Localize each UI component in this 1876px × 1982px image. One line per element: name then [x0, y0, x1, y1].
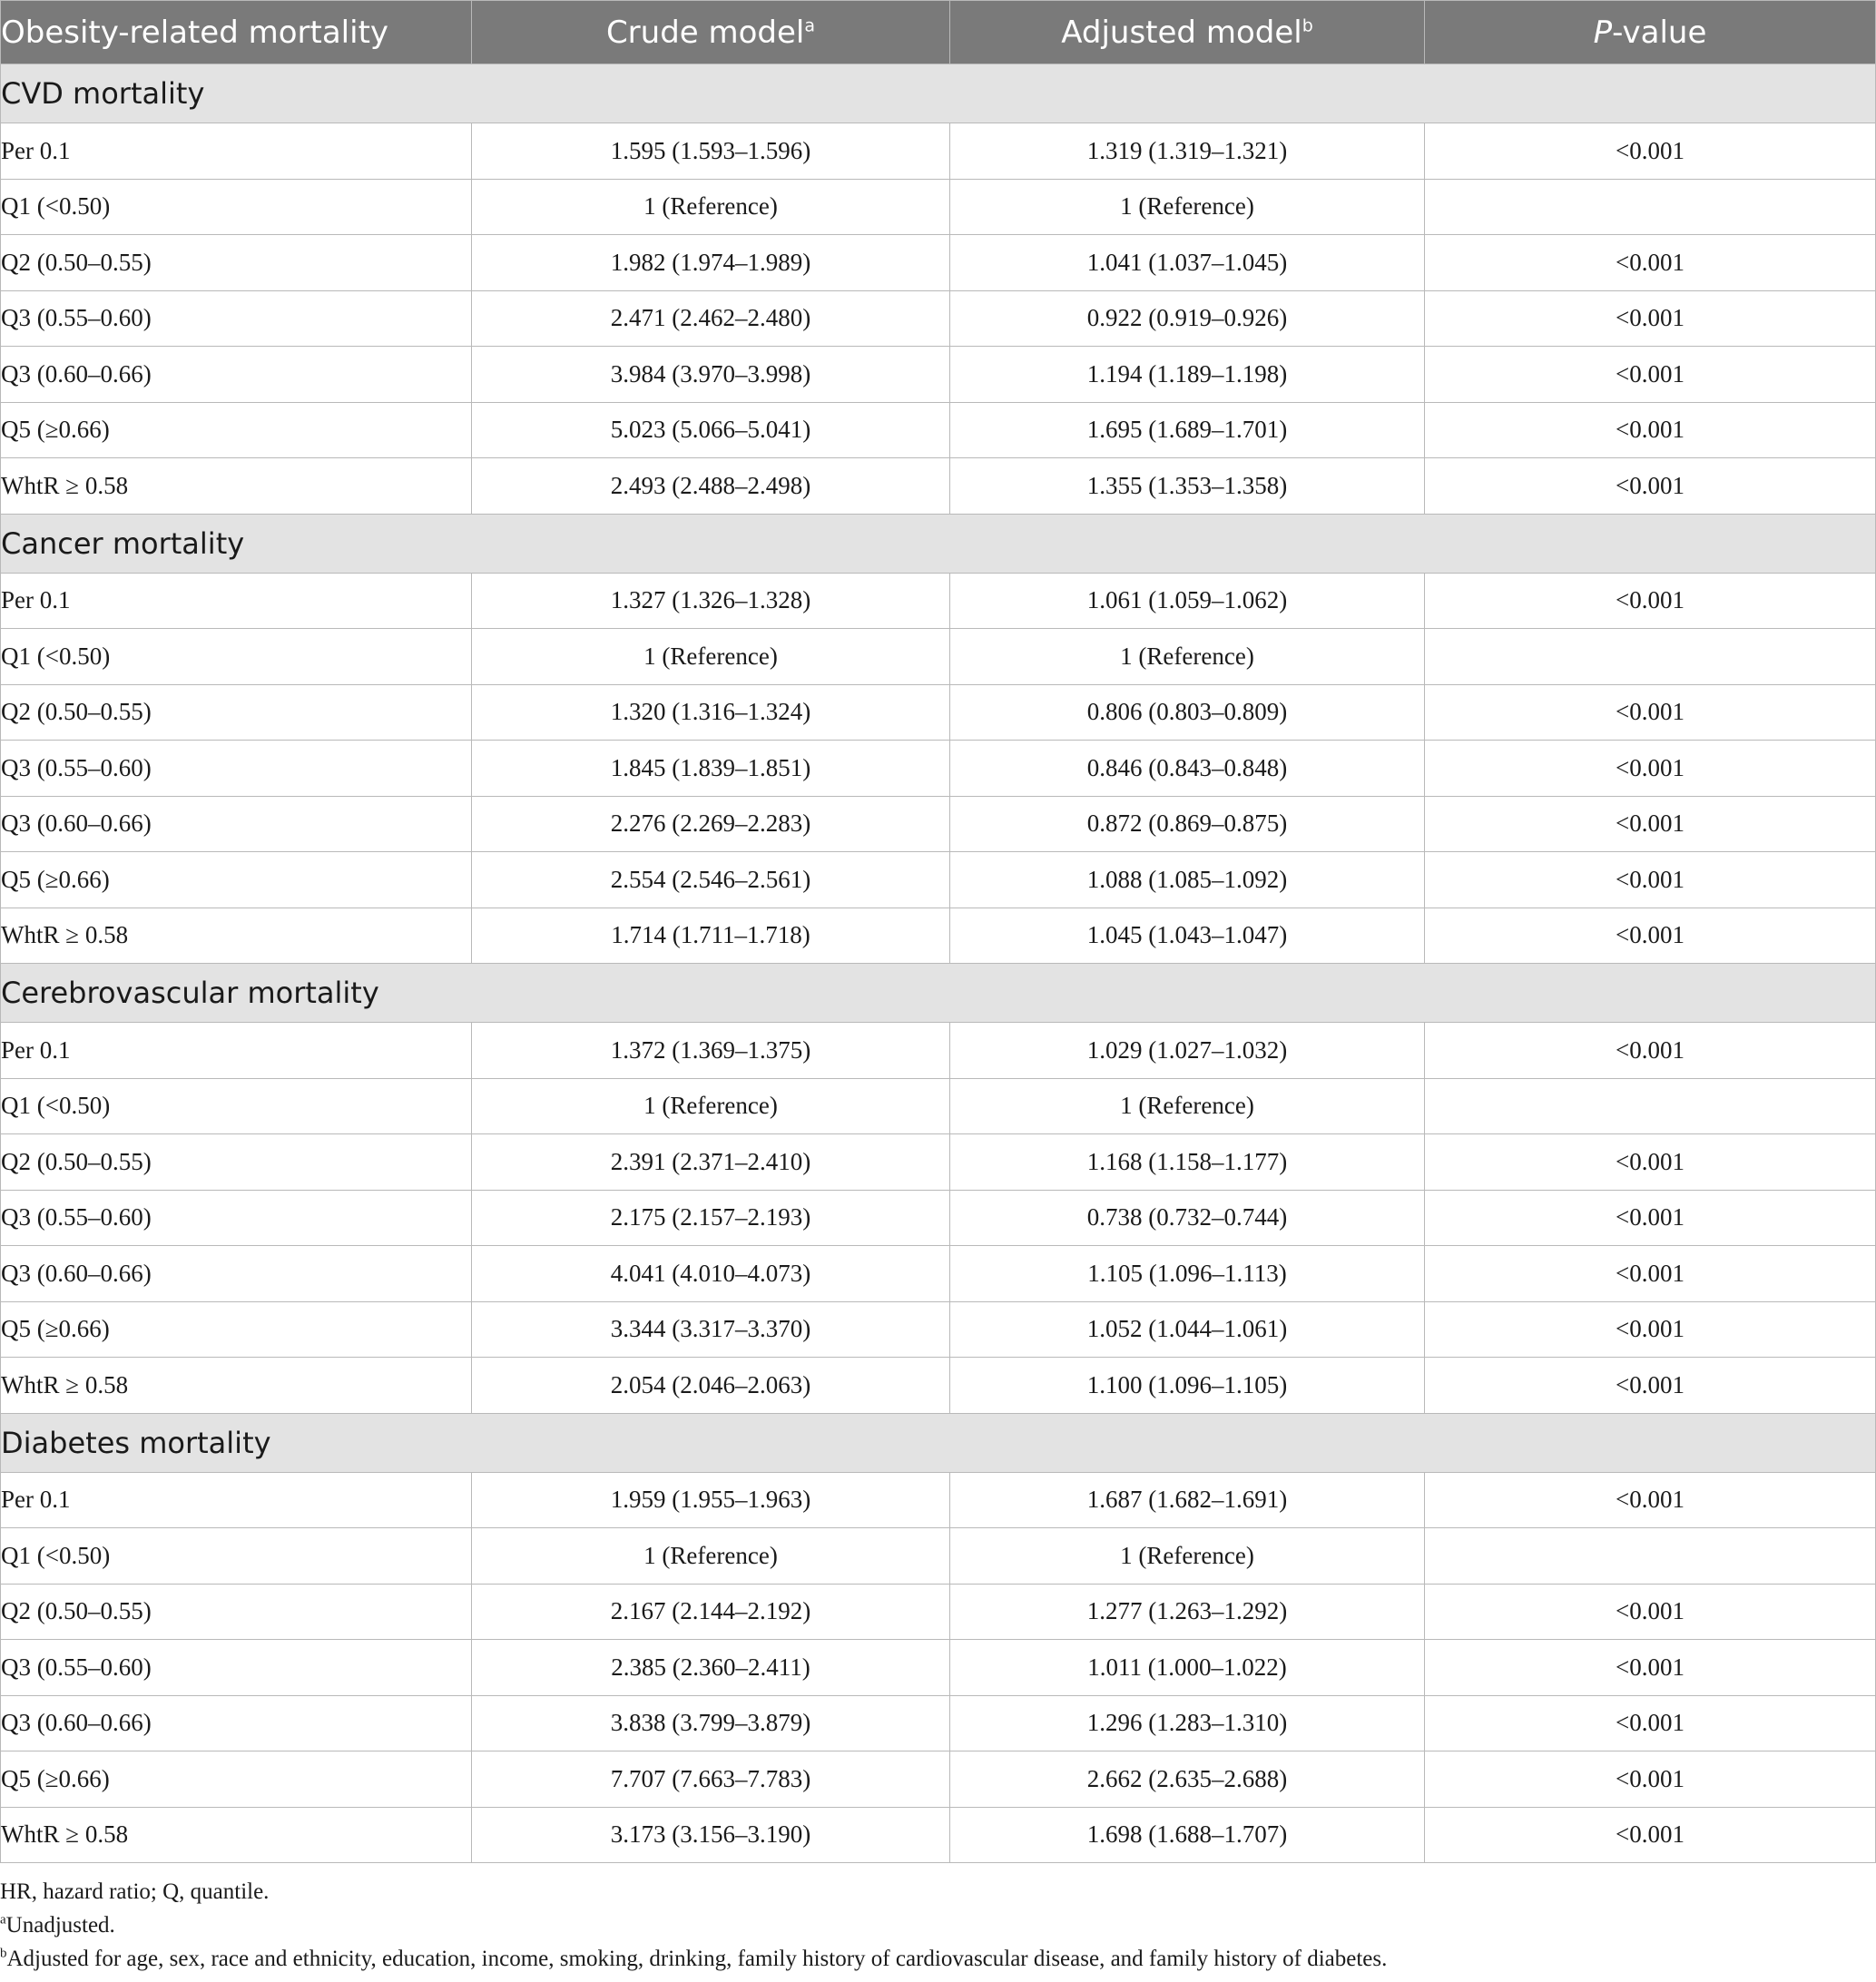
adjusted-model-cell: 2.662 (2.635–2.688) [950, 1751, 1425, 1808]
footnote-a-text: Unadjusted. [5, 1913, 115, 1938]
table-header-row [1, 1, 1876, 64]
p-value-cell: <0.001 [1425, 1023, 1876, 1079]
crude-model-cell: 3.838 (3.799–3.879) [472, 1695, 950, 1751]
crude-model-cell: 2.554 (2.546–2.561) [472, 852, 950, 908]
p-value-cell [1425, 629, 1876, 685]
adjusted-model-cell: 1.045 (1.043–1.047) [950, 908, 1425, 964]
p-value-cell: <0.001 [1425, 290, 1876, 347]
p-value-cell: <0.001 [1425, 123, 1876, 180]
adjusted-model-cell: 1.355 (1.353–1.358) [950, 458, 1425, 515]
table-row [1, 1023, 1876, 1079]
p-value-cell [1425, 179, 1876, 235]
table-row [1, 458, 1876, 515]
row-label-cell: WhtR ≥ 0.58 [1, 458, 472, 515]
adjusted-model-cell: 1.687 (1.682–1.691) [950, 1472, 1425, 1528]
section-title: Diabetes mortality [1, 1413, 1876, 1472]
row-label-cell: Q3 (0.60–0.66) [1, 796, 472, 852]
table-footnotes [0, 1875, 1870, 1976]
p-value-cell: <0.001 [1425, 684, 1876, 741]
row-label-cell: Q1 (<0.50) [1, 1528, 472, 1585]
row-label-cell: Q3 (0.55–0.60) [1, 1190, 472, 1246]
adjusted-model-cell: 0.872 (0.869–0.875) [950, 796, 1425, 852]
crude-model-cell: 2.471 (2.462–2.480) [472, 290, 950, 347]
row-label-cell: WhtR ≥ 0.58 [1, 1807, 472, 1863]
table-row [1, 1695, 1876, 1751]
footnote-abbreviations: HR, hazard ratio; Q, quantile. [0, 1879, 270, 1904]
p-value-cell: <0.001 [1425, 1584, 1876, 1640]
adjusted-model-cell: 1.088 (1.085–1.092) [950, 852, 1425, 908]
section-header-row [1, 64, 1876, 123]
section-header-row [1, 964, 1876, 1023]
row-label-cell: Q1 (<0.50) [1, 1078, 472, 1134]
row-label-cell: Q3 (0.55–0.60) [1, 1640, 472, 1696]
p-value-cell: <0.001 [1425, 235, 1876, 291]
table-row [1, 796, 1876, 852]
crude-model-cell: 1.327 (1.326–1.328) [472, 573, 950, 629]
table-row [1, 235, 1876, 291]
adjusted-model-cell: 1 (Reference) [950, 1528, 1425, 1585]
adjusted-model-cell: 0.806 (0.803–0.809) [950, 684, 1425, 741]
crude-model-cell: 1.714 (1.711–1.718) [472, 908, 950, 964]
header-p-value [1425, 1, 1876, 64]
footnote-marker-b: b [1301, 15, 1313, 36]
table-row [1, 347, 1876, 403]
adjusted-model-cell: 1.105 (1.096–1.113) [950, 1246, 1425, 1302]
table-row [1, 1358, 1876, 1414]
adjusted-model-cell: 1.194 (1.189–1.198) [950, 347, 1425, 403]
row-label-cell: Q5 (≥0.66) [1, 852, 472, 908]
adjusted-model-cell: 1 (Reference) [950, 179, 1425, 235]
p-value-cell: <0.001 [1425, 796, 1876, 852]
row-label-cell: Q2 (0.50–0.55) [1, 684, 472, 741]
footnote-b-text: Adjusted for age, sex, race and ethnicity, education, income, smoking, drinking, family history of cardiovascular disease, and family history of diabetes. [6, 1947, 1388, 1971]
table-row [1, 1528, 1876, 1585]
crude-model-cell: 3.173 (3.156–3.190) [472, 1807, 950, 1863]
table-row [1, 852, 1876, 908]
adjusted-model-cell: 1.695 (1.689–1.701) [950, 402, 1425, 458]
row-label-cell: WhtR ≥ 0.58 [1, 908, 472, 964]
table-row [1, 1640, 1876, 1696]
table-row [1, 1190, 1876, 1246]
table-row [1, 908, 1876, 964]
crude-model-cell: 1.845 (1.839–1.851) [472, 741, 950, 797]
crude-model-cell: 4.041 (4.010–4.073) [472, 1246, 950, 1302]
p-value-cell [1425, 1528, 1876, 1585]
footnote-a [0, 1908, 1870, 1942]
p-value-cell: <0.001 [1425, 908, 1876, 964]
crude-model-cell: 1.595 (1.593–1.596) [472, 123, 950, 180]
row-label-cell: Q2 (0.50–0.55) [1, 1134, 472, 1191]
p-value-cell: <0.001 [1425, 1751, 1876, 1808]
table-row [1, 1751, 1876, 1808]
section-header-row [1, 514, 1876, 573]
crude-model-cell: 1 (Reference) [472, 629, 950, 685]
adjusted-model-cell: 1.100 (1.096–1.105) [950, 1358, 1425, 1414]
adjusted-model-cell: 0.738 (0.732–0.744) [950, 1190, 1425, 1246]
adjusted-model-cell: 0.922 (0.919–0.926) [950, 290, 1425, 347]
table-row [1, 573, 1876, 629]
table-row [1, 1246, 1876, 1302]
crude-model-cell: 2.391 (2.371–2.410) [472, 1134, 950, 1191]
adjusted-model-cell: 1 (Reference) [950, 1078, 1425, 1134]
crude-model-cell: 1 (Reference) [472, 179, 950, 235]
p-value-cell: <0.001 [1425, 1695, 1876, 1751]
adjusted-model-cell: 1.277 (1.263–1.292) [950, 1584, 1425, 1640]
table-row [1, 123, 1876, 180]
adjusted-model-cell: 1.061 (1.059–1.062) [950, 573, 1425, 629]
crude-model-cell: 5.023 (5.066–5.041) [472, 402, 950, 458]
section-title: CVD mortality [1, 64, 1876, 123]
p-value-cell: <0.001 [1425, 1301, 1876, 1358]
p-value-cell: <0.001 [1425, 1246, 1876, 1302]
p-value-cell: <0.001 [1425, 1358, 1876, 1414]
row-label-cell: Q3 (0.60–0.66) [1, 1246, 472, 1302]
p-value-cell: <0.001 [1425, 852, 1876, 908]
header-p-rest: -value [1612, 14, 1707, 51]
row-label-cell: Q3 (0.60–0.66) [1, 347, 472, 403]
header-crude-model-label: Crude model [605, 14, 805, 51]
row-label-cell: Q5 (≥0.66) [1, 1751, 472, 1808]
crude-model-cell: 2.167 (2.144–2.192) [472, 1584, 950, 1640]
p-value-cell: <0.001 [1425, 573, 1876, 629]
crude-model-cell: 3.344 (3.317–3.370) [472, 1301, 950, 1358]
p-value-cell: <0.001 [1425, 1190, 1876, 1246]
adjusted-model-cell: 1.011 (1.000–1.022) [950, 1640, 1425, 1696]
p-value-cell: <0.001 [1425, 1640, 1876, 1696]
row-label-cell: Q5 (≥0.66) [1, 1301, 472, 1358]
adjusted-model-cell: 1 (Reference) [950, 629, 1425, 685]
adjusted-model-cell: 1.029 (1.027–1.032) [950, 1023, 1425, 1079]
row-label-cell: Q2 (0.50–0.55) [1, 235, 472, 291]
crude-model-cell: 2.385 (2.360–2.411) [472, 1640, 950, 1696]
p-value-cell: <0.001 [1425, 458, 1876, 515]
header-obesity-related-mortality: Obesity-related mortality [1, 1, 472, 64]
row-label-cell: Q3 (0.55–0.60) [1, 290, 472, 347]
crude-model-cell: 7.707 (7.663–7.783) [472, 1751, 950, 1808]
footnote-a-mark: a [0, 1912, 6, 1928]
footnote-b-mark: b [0, 1946, 7, 1961]
row-label-cell: Q3 (0.60–0.66) [1, 1695, 472, 1751]
crude-model-cell: 1.959 (1.955–1.963) [472, 1472, 950, 1528]
crude-model-cell: 1.982 (1.974–1.989) [472, 235, 950, 291]
section-title: Cerebrovascular mortality [1, 964, 1876, 1023]
row-label-cell: Q1 (<0.50) [1, 629, 472, 685]
table-row [1, 1472, 1876, 1528]
crude-model-cell: 2.054 (2.046–2.063) [472, 1358, 950, 1414]
adjusted-model-cell: 0.846 (0.843–0.848) [950, 741, 1425, 797]
table-body [1, 64, 1876, 1863]
p-value-cell: <0.001 [1425, 402, 1876, 458]
section-header-row [1, 1413, 1876, 1472]
p-value-cell: <0.001 [1425, 1472, 1876, 1528]
table-row [1, 1301, 1876, 1358]
table-row [1, 1134, 1876, 1191]
header-p-letter: P [1593, 14, 1613, 51]
row-label-cell: Per 0.1 [1, 123, 472, 180]
adjusted-model-cell: 1.319 (1.319–1.321) [950, 123, 1425, 180]
table-row [1, 684, 1876, 741]
crude-model-cell: 1.372 (1.369–1.375) [472, 1023, 950, 1079]
header-crude-model [472, 1, 950, 64]
table-row [1, 629, 1876, 685]
table-row [1, 1807, 1876, 1863]
row-label-cell: Q2 (0.50–0.55) [1, 1584, 472, 1640]
crude-model-cell: 3.984 (3.970–3.998) [472, 347, 950, 403]
table-row [1, 741, 1876, 797]
row-label-cell: Per 0.1 [1, 1023, 472, 1079]
row-label-cell: Q1 (<0.50) [1, 179, 472, 235]
row-label-cell: Per 0.1 [1, 573, 472, 629]
crude-model-cell: 2.276 (2.269–2.283) [472, 796, 950, 852]
table-row [1, 1584, 1876, 1640]
row-label-cell: WhtR ≥ 0.58 [1, 1358, 472, 1414]
table-row [1, 179, 1876, 235]
adjusted-model-cell: 1.041 (1.037–1.045) [950, 235, 1425, 291]
footnote-marker-a: a [804, 15, 816, 36]
adjusted-model-cell: 1.168 (1.158–1.177) [950, 1134, 1425, 1191]
p-value-cell: <0.001 [1425, 347, 1876, 403]
crude-model-cell: 1 (Reference) [472, 1528, 950, 1585]
row-label-cell: Per 0.1 [1, 1472, 472, 1528]
crude-model-cell: 2.493 (2.488–2.498) [472, 458, 950, 515]
p-value-cell [1425, 1078, 1876, 1134]
table-row [1, 402, 1876, 458]
crude-model-cell: 2.175 (2.157–2.193) [472, 1190, 950, 1246]
p-value-cell: <0.001 [1425, 1134, 1876, 1191]
adjusted-model-cell: 1.296 (1.283–1.310) [950, 1695, 1425, 1751]
adjusted-model-cell: 1.052 (1.044–1.061) [950, 1301, 1425, 1358]
footnote-b [0, 1942, 1870, 1976]
p-value-cell: <0.001 [1425, 1807, 1876, 1863]
p-value-cell: <0.001 [1425, 741, 1876, 797]
header-adjusted-model [950, 1, 1425, 64]
table-row [1, 1078, 1876, 1134]
table-row [1, 290, 1876, 347]
row-label-cell: Q3 (0.55–0.60) [1, 741, 472, 797]
row-label-cell: Q5 (≥0.66) [1, 402, 472, 458]
crude-model-cell: 1 (Reference) [472, 1078, 950, 1134]
crude-model-cell: 1.320 (1.316–1.324) [472, 684, 950, 741]
section-title: Cancer mortality [1, 514, 1876, 573]
header-adjusted-model-label: Adjusted model [1061, 14, 1302, 51]
adjusted-model-cell: 1.698 (1.688–1.707) [950, 1807, 1425, 1863]
